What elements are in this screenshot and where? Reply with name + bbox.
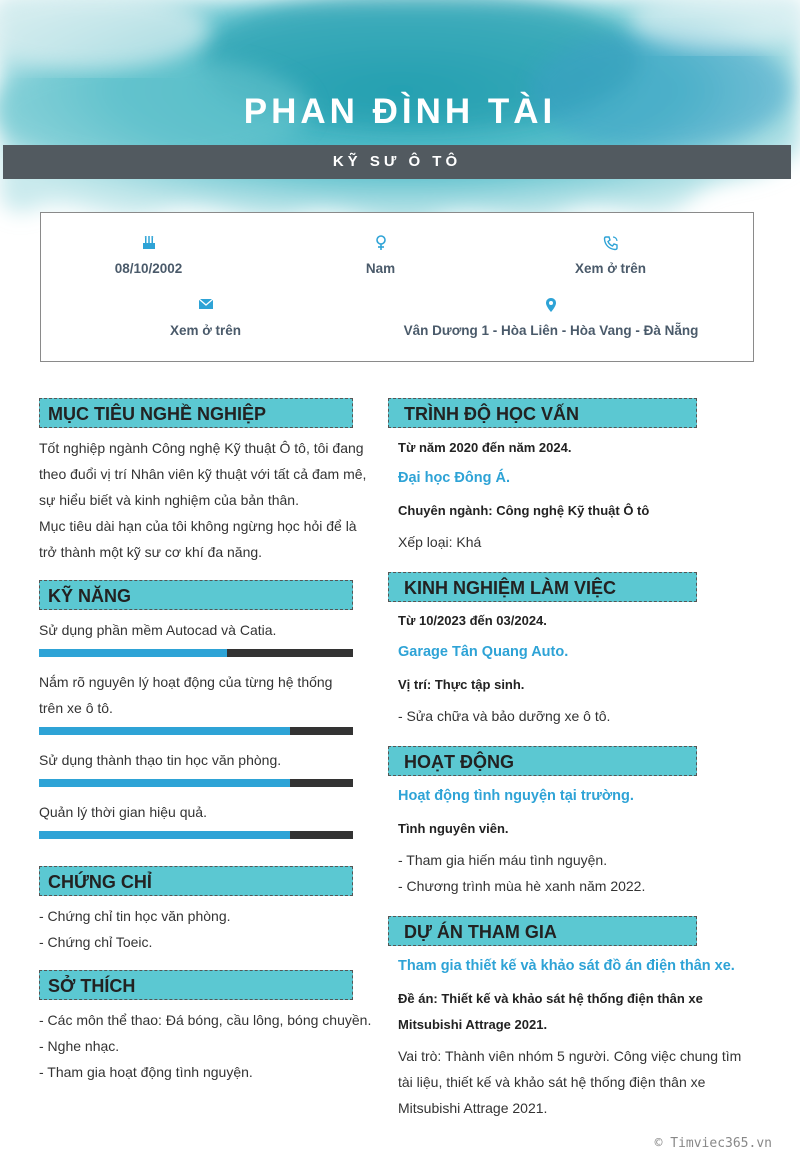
hobby-item: - Các môn thể thao: Đá bóng, cầu lông, bóng chuyền. — [39, 1012, 372, 1028]
section-header-objective: MỤC TIÊU NGHỀ NGHIỆP — [39, 398, 353, 428]
skill-label: Sử dụng thành thạo tin học văn phòng. — [39, 752, 282, 768]
project-description — [398, 986, 758, 1038]
certificate-item: - Chứng chỉ Toeic. — [39, 934, 153, 950]
education-period: Từ năm 2020 đến năm 2024. — [398, 440, 572, 455]
skill-bar-fill — [39, 649, 227, 657]
experience-duty: - Sửa chữa và bảo dưỡng xe ô tô. — [398, 708, 611, 724]
activity-item: - Tham gia hiến máu tình nguyện. — [398, 852, 608, 868]
objective-line: trở thành một kỹ sư cơ khí đa năng. — [39, 544, 263, 560]
skill-bar-fill — [39, 727, 290, 735]
skill-bar-fill — [39, 779, 290, 787]
map-pin-icon — [371, 297, 731, 317]
certificate-item: - Chứng chỉ tin học văn phòng. — [39, 908, 231, 924]
objective-line: Tốt nghiệp ngành Công nghệ Kỹ thuật Ô tô, tôi đang — [39, 440, 364, 456]
project-role — [398, 1043, 743, 1121]
skill-bar — [39, 727, 353, 735]
education-school: Đại học Đông Á. — [398, 470, 510, 486]
objective-line: Mục tiêu dài hạn của tôi không ngừng học hỏi để là — [39, 518, 357, 534]
activity-name: Hoạt động tình nguyện tại trường. — [398, 788, 634, 804]
skill-bar — [39, 649, 353, 657]
project-role-line: Mitsubishi Attrage 2021. — [398, 1100, 548, 1116]
info-email — [138, 297, 273, 338]
footer-credit: © Timviec365.vn — [654, 1136, 772, 1151]
info-birthday — [81, 235, 216, 276]
experience-company: Garage Tân Quang Auto. — [398, 644, 569, 660]
birthday-value: 08/10/2002 — [114, 261, 183, 276]
hobby-item: - Tham gia hoạt động tình nguyện. — [39, 1064, 253, 1080]
project-line: Mitsubishi Attrage 2021. — [398, 1017, 548, 1032]
activity-list — [398, 847, 758, 899]
skill-label-line: Nắm rõ nguyên lý hoạt động của từng hệ thống — [39, 674, 333, 690]
section-header-experience: KINH NGHIỆM LÀM VIỆC — [388, 572, 697, 602]
email-value: Xem ở trên — [169, 323, 242, 338]
section-header-certificates: CHỨNG CHỈ — [39, 866, 353, 896]
education-grade: Xếp loại: Khá — [398, 534, 482, 550]
education-major: Chuyên ngành: Công nghệ Kỹ thuật Ô tô — [398, 503, 650, 518]
skill-bar — [39, 831, 353, 839]
objective-line: theo đuổi vị trí Nhân viên kỹ thuật với tất cả đam mê, — [39, 466, 367, 482]
skill-bar — [39, 779, 353, 787]
watercolor-header — [0, 0, 800, 235]
experience-period: Từ 10/2023 đến 03/2024. — [398, 613, 547, 628]
section-header-activities: HOẠT ĐỘNG — [388, 746, 697, 776]
candidate-name: PHAN ĐÌNH TÀI — [243, 92, 557, 131]
activity-role: Tình nguyên viên. — [398, 821, 509, 836]
info-gender — [313, 235, 448, 276]
envelope-icon — [138, 297, 273, 317]
hobby-item: - Nghe nhạc. — [39, 1038, 120, 1054]
gender-value: Nam — [365, 261, 396, 276]
project-line: Đề án: Thiết kế và khảo sát hệ thống điện thân xe — [398, 991, 703, 1006]
personal-info-box — [40, 212, 754, 362]
skill-bar-fill — [39, 831, 290, 839]
phone-value: Xem ở trên — [574, 261, 647, 276]
skill-label — [39, 669, 359, 721]
skill-label: Quản lý thời gian hiệu quả. — [39, 804, 207, 820]
address-value: Vân Dương 1 - Hòa Liên - Hòa Vang - Đà Nẵng — [403, 323, 699, 338]
birthday-cake-icon — [81, 235, 216, 255]
objective-line: sự hiểu biết và kinh nghiệm của bản thân. — [39, 492, 299, 508]
info-phone — [543, 235, 678, 276]
experience-position: Vị trí: Thực tập sinh. — [398, 677, 525, 692]
certificates-list — [39, 903, 369, 955]
section-header-hobbies: SỞ THÍCH — [39, 970, 353, 1000]
skill-label-line: trên xe ô tô. — [39, 700, 113, 716]
section-header-projects: DỰ ÁN THAM GIA — [388, 916, 697, 946]
project-name: Tham gia thiết kế và khảo sát đồ án điện thân xe. — [398, 958, 735, 974]
section-header-skills: KỸ NĂNG — [39, 580, 353, 610]
hobbies-list — [39, 1007, 379, 1085]
skill-label: Sử dụng phần mềm Autocad và Catia. — [39, 622, 277, 638]
section-header-education: TRÌNH ĐỘ HỌC VẤN — [388, 398, 697, 428]
info-address — [371, 297, 731, 338]
job-title-bar: KỸ SƯ Ô TÔ — [3, 145, 791, 179]
project-role-line: tài liệu, thiết kế và khảo sát hệ thống điện thân xe — [398, 1074, 706, 1090]
female-icon — [313, 235, 448, 255]
activity-item: - Chương trình mùa hè xanh năm 2022. — [398, 878, 646, 894]
phone-icon — [543, 235, 678, 255]
objective-text — [39, 435, 369, 565]
project-role-line: Vai trò: Thành viên nhóm 5 người. Công việc chung tìm — [398, 1048, 742, 1064]
